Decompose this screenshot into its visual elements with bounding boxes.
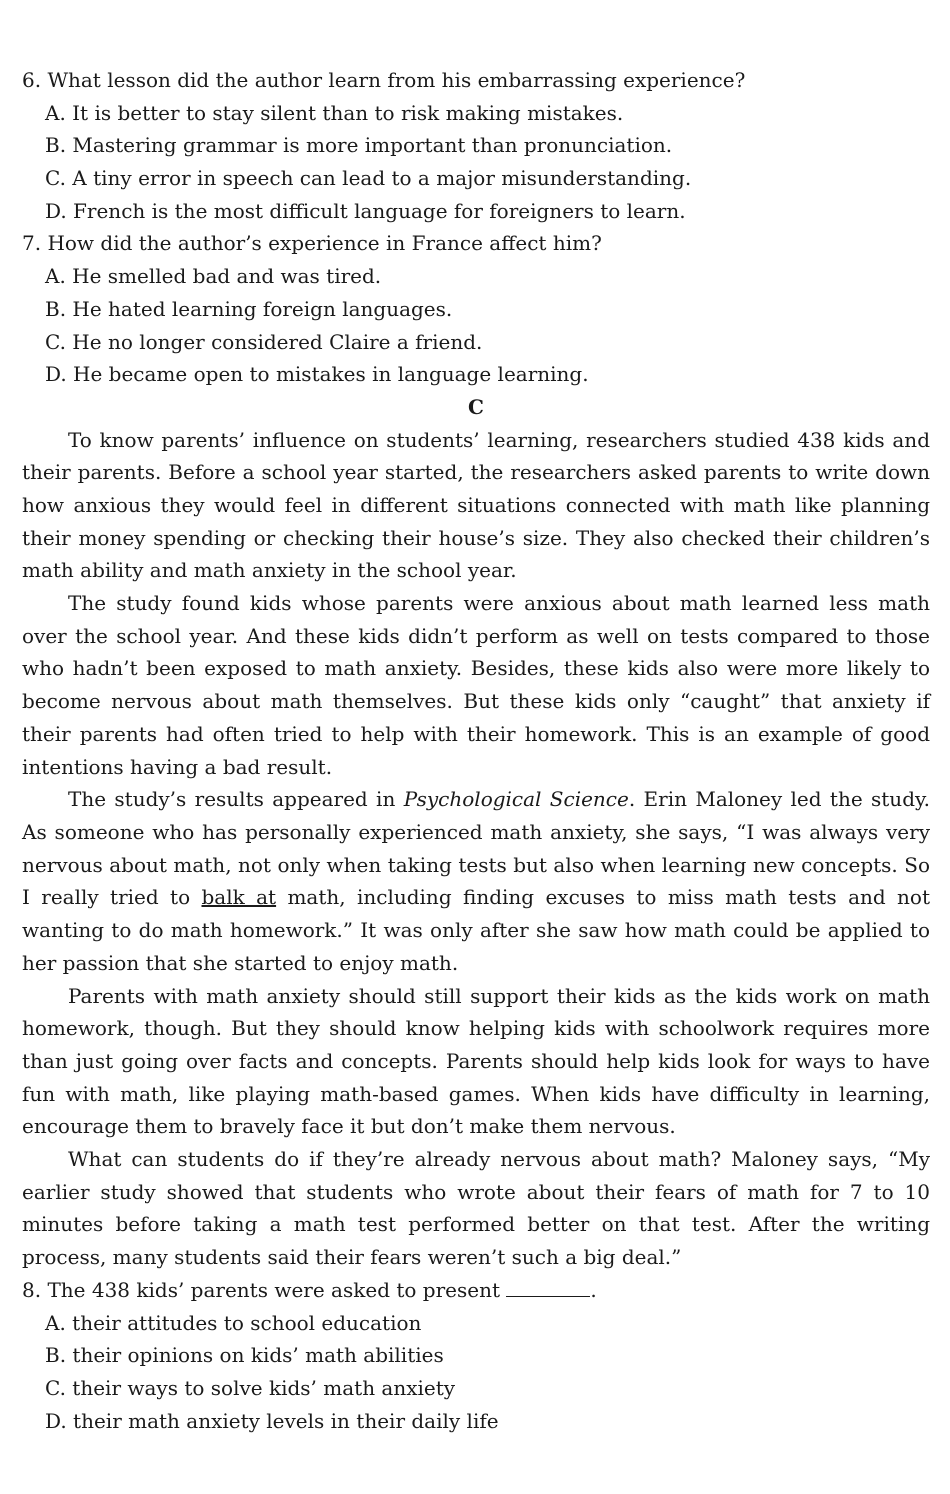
- answer-blank: [506, 1278, 590, 1297]
- question-6: [22, 64, 930, 227]
- question-8-option-a: A. their attitudes to school education: [45, 1310, 422, 1335]
- question-6-option-b: B. Mastering grammar is more important than pronunciation.: [45, 133, 673, 158]
- journal-title: Psychological Science: [403, 787, 629, 812]
- question-7-option-a: A. He smelled bad and was tired.: [45, 264, 382, 289]
- question-7: [22, 227, 930, 390]
- question-6-option-d: D. French is the most difficult language for foreigners to learn.: [45, 198, 686, 223]
- paragraph-3-text-a: The study’s results appeared in: [68, 787, 404, 812]
- section-heading: C: [468, 394, 484, 419]
- underlined-phrase: balk at: [201, 885, 277, 910]
- passage-paragraph-4: Parents with math anxiety should still support their kids as the kids work on math homework, though. But they should know helping kids with schoolwork requires more than just going over facts and concepts. Parents should help kids look for ways to have fun with math, like playing math-based games. When kids have difficulty in learning, encourage them to bravely face it but don’t make them nervous.: [22, 983, 930, 1139]
- exam-page: [22, 64, 930, 1437]
- question-7-option-d: D. He became open to mistakes in language learning.: [45, 362, 589, 387]
- paragraph-3-text-b: . Erin Maloney led the study. As someone who has personally experienced math anxiety, she says, “I was always very nervous about math, not only when taking tests but also when learning new concepts. So I really tried to: [22, 787, 930, 910]
- question-8-stem: 8. The 438 kids’ parents were asked to present: [22, 1277, 501, 1302]
- question-7-option-b: B. He hated learning foreign languages.: [45, 296, 453, 321]
- question-6-option-c: C. A tiny error in speech can lead to a major misunderstanding.: [45, 166, 692, 191]
- question-7-option-c: C. He no longer considered Claire a friend.: [45, 329, 483, 354]
- question-8-option-b: B. their opinions on kids’ math abilities: [45, 1343, 444, 1368]
- question-7-stem: 7. How did the author’s experience in France affect him?: [22, 231, 602, 256]
- passage-paragraph-5: What can students do if they’re already nervous about math? Maloney says, “My earlier study showed that students who wrote about their fears of math for 7 to 10 minutes before taking a math test performed better on that test. After the writing process, many students said their fears weren’t such a big deal.”: [22, 1147, 930, 1270]
- passage-c: [22, 424, 930, 1274]
- question-6-option-a: A. It is better to stay silent than to risk making mistakes.: [45, 100, 624, 125]
- question-8-stem-end: .: [590, 1277, 597, 1302]
- passage-paragraph-3: [22, 783, 930, 979]
- question-6-stem: 6. What lesson did the author learn from his embarrassing experience?: [22, 68, 746, 92]
- question-8-option-d: D. their math anxiety levels in their daily life: [45, 1408, 499, 1433]
- passage-paragraph-1: To know parents’ influence on students’ learning, researchers studied 438 kids and their parents. Before a school year started, the researchers asked parents to write down how anxious they would feel in different situations connected with math like planning their money spending or checking their house’s size. They also checked their children’s math ability and math anxiety in the school year.: [22, 427, 930, 583]
- question-8: [22, 1274, 930, 1437]
- question-8-option-c: C. their ways to solve kids’ math anxiety: [45, 1375, 456, 1400]
- passage-paragraph-2: The study found kids whose parents were anxious about math learned less math over the school year. And these kids didn’t perform as well on tests compared to those who hadn’t been exposed to math anxiety. Besides, these kids also were more likely to become nervous about math themselves. But these kids only “caught” that anxiety if their parents had often tried to help with their homework. This is an example of good intentions having a bad result.: [22, 591, 930, 779]
- question-8-stem-line: [22, 1274, 930, 1307]
- paragraph-3-text-c: math, including finding excuses to miss math tests and not wanting to do math homework.” It was only after she saw how math could be applied to her passion that she started to enjoy math.: [22, 885, 931, 975]
